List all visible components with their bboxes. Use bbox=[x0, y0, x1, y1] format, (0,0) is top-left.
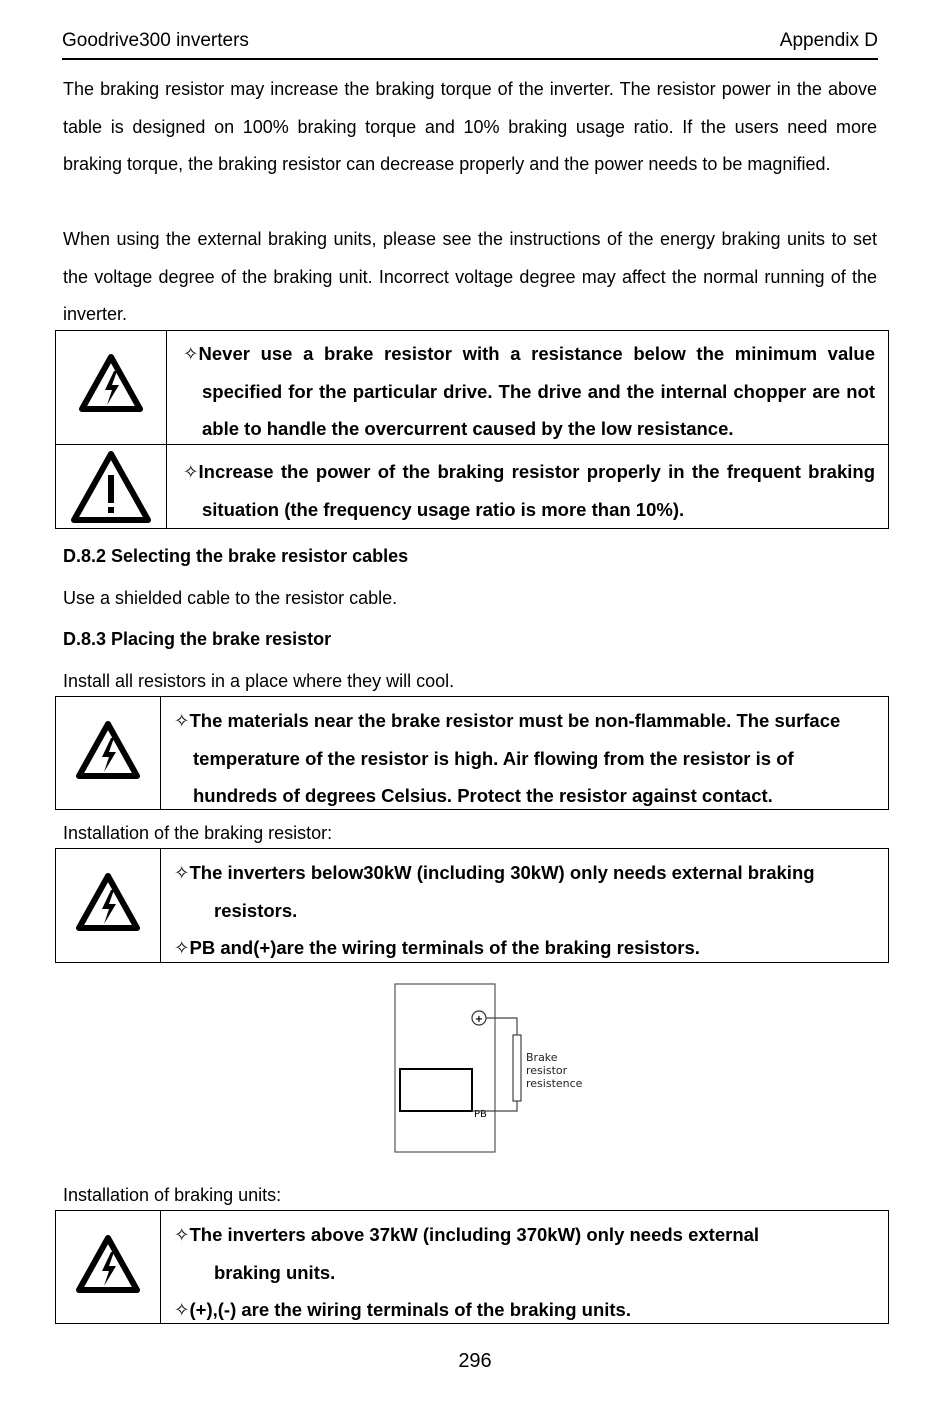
warning-box-2-text: ✧The materials near the brake resistor must be non-flammable. The surface temperature of the resistor is high. Air flowing from the resistor is of hundreds of degrees Celsius. Protect the resistor against contact. bbox=[174, 710, 841, 806]
header-title: Goodrive300 inverters bbox=[62, 30, 249, 51]
warning-box-1-text: ✧Never use a brake resistor with a resistance below the minimum value specified for the particular drive. The drive and the internal chopper are not able to handle the overcurrent caused by the low resistance. bbox=[183, 343, 875, 439]
high-voltage-warning-icon bbox=[75, 1234, 141, 1294]
pb-terminal-label: PB bbox=[474, 1109, 487, 1120]
install-units-label: Installation of braking units: bbox=[63, 1185, 282, 1205]
install-resistor-icon-cell bbox=[56, 849, 161, 962]
warning-box-1 bbox=[55, 330, 889, 529]
install-resistor-item-1: ✧The inverters below30kW (including 30kW) only needs external braking bbox=[174, 862, 815, 883]
warning-box-1-text-2: ✧Increase the power of the braking resistor properly in the frequent braking situation (the frequency usage ratio is more than 10%). bbox=[183, 461, 875, 520]
section-d82-text: Use a shielded cable to the resistor cable. bbox=[63, 588, 398, 608]
install-units-item-1-cont: braking units. bbox=[214, 1262, 336, 1283]
section-heading-d82: D.8.2 Selecting the brake resistor cables bbox=[63, 546, 409, 566]
section-heading-d83: D.8.3 Placing the brake resistor bbox=[63, 629, 332, 649]
install-resistor-item-2: ✧PB and(+)are the wiring terminals of the braking resistors. bbox=[174, 937, 700, 958]
caution-exclamation-icon bbox=[70, 450, 152, 524]
brake-resistor-wiring-diagram bbox=[393, 983, 593, 1155]
plus-terminal-label: + bbox=[474, 1014, 484, 1025]
install-units-icon-cell bbox=[56, 1211, 161, 1323]
section-d83-text: Install all resistors in a place where they will cool. bbox=[63, 671, 455, 691]
resistor-label-3: resistence bbox=[526, 1077, 583, 1090]
resistor-label-1: Brake bbox=[526, 1051, 558, 1064]
warning-box-1-divider bbox=[56, 444, 888, 445]
intro-paragraph-1: The braking resistor may increase the braking torque of the inverter. The resistor power in the above table is designed on 100% braking torque and 10% braking usage ratio. If the users need more braking torque, the braking resistor can decrease properly and the power needs to be magnified. bbox=[63, 79, 877, 174]
install-units-item-1: ✧The inverters above 37kW (including 370kW) only needs external bbox=[174, 1224, 760, 1245]
warning-box-2 bbox=[55, 696, 889, 810]
install-resistor-item-1-cont: resistors. bbox=[214, 900, 298, 921]
high-voltage-warning-icon bbox=[75, 720, 141, 780]
page-number: 296 bbox=[458, 1350, 492, 1372]
warning-box-1-icon-cell bbox=[56, 331, 167, 444]
install-resistor-label: Installation of the braking resistor: bbox=[63, 823, 333, 843]
high-voltage-warning-icon bbox=[75, 872, 141, 932]
high-voltage-warning-icon bbox=[78, 353, 144, 413]
install-units-box bbox=[55, 1210, 889, 1324]
resistor-label-2: resistor bbox=[526, 1064, 568, 1077]
header-appendix: Appendix D bbox=[779, 30, 878, 51]
intro-paragraph-2: When using the external braking units, please see the instructions of the energy braking units to set the voltage degree of the braking unit. Incorrect voltage degree may affect the normal running of the inverter. bbox=[63, 229, 877, 324]
install-resistor-box bbox=[55, 848, 889, 963]
warning-box-1-icon-cell-2 bbox=[56, 444, 167, 528]
warning-box-2-icon-cell bbox=[56, 697, 161, 809]
page-header bbox=[62, 28, 878, 60]
install-units-item-2: ✧(+),(-) are the wiring terminals of the braking units. bbox=[174, 1299, 631, 1320]
